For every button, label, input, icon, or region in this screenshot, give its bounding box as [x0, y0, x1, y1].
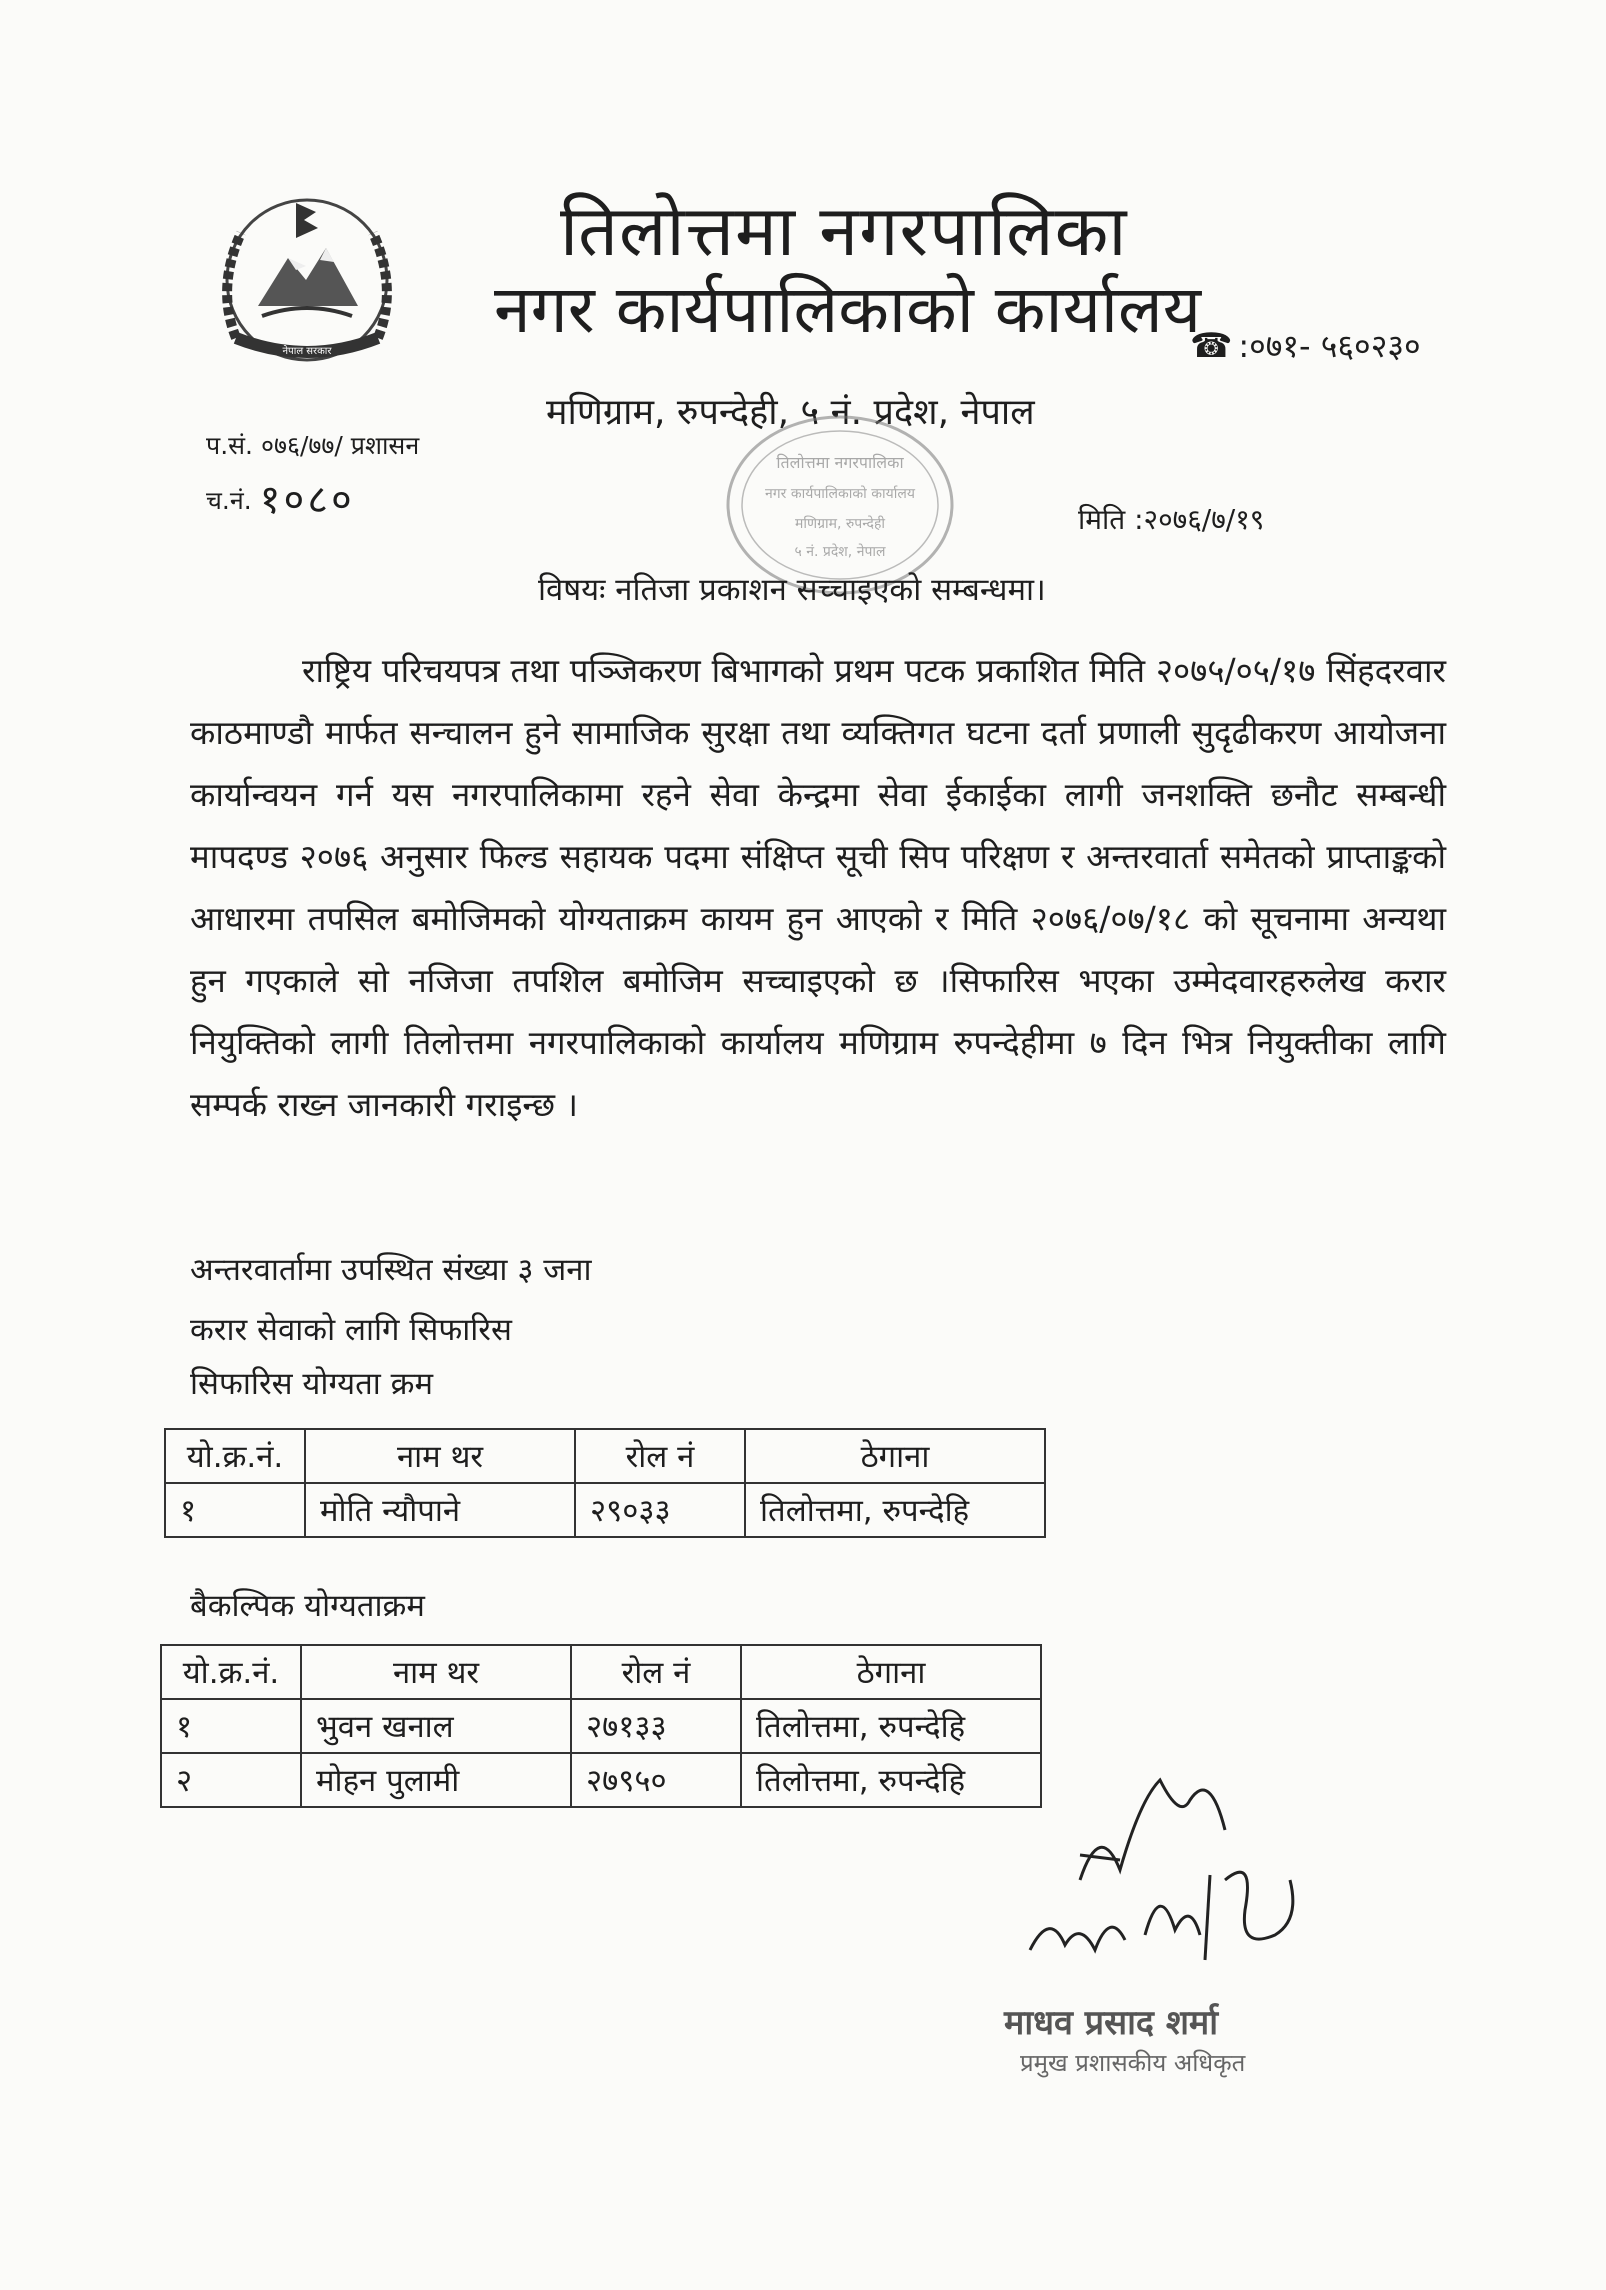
- table-cell: तिलोत्तमा, रुपन्देहि: [745, 1483, 1045, 1537]
- dispatch-number: [206, 470, 355, 525]
- letter-date: मिति :२०७६/७/१९: [1078, 503, 1265, 536]
- nepal-emblem-icon: [196, 188, 418, 368]
- table-cell: १: [165, 1483, 305, 1537]
- municipality-name: तिलोत्तमा नगरपालिका: [560, 190, 1128, 272]
- table-cell: मोति न्यौपाने: [305, 1483, 575, 1537]
- letter-body: राष्ट्रिय परिचयपत्र तथा पञ्जिकरण बिभागको प्रथम पटक प्रकाशित मिति २०७५/०५/१७ सिंहदरवार काठमाण्डौ मार्फत सन्चालन हुने सामाजिक सुरक्षा तथा व्यक्तिगत घटना दर्ता प्रणाली सुदृढीकरण आयोजना कार्यान्वयन गर्न यस नगरपालिकामा रहने सेवा केन्द्रमा सेवा ईकाईका लागी जनशक्ति छनौट सम्बन्धी मापदण्ड २०७६ अनुसार फिल्ड सहायक पदमा संक्षिप्त सूची सिप परिक्षण र अन्तरवार्ता समेतको प्राप्ताङ्कको आधारमा तपसिल बमोजिमको योग्यताक्रम कायम हुन आएको र मिति २०७६/०७/१८ को सूचनामा अन्यथा हुन गएकाले सो नजिजा तपशिल बमोजिम सच्चाइएको छ ।सिफारिस भएका उम्मेदवारहरुलेख करार नियुक्तिको लागी तिलोत्तमा नगरपालिकाको कार्यालय मणिग्राम रुपन्देहीमा ७ दिन भित्र नियुक्तीका लागि सम्पर्क राख्न जानकारी गराइन्छ ।: [190, 651, 1446, 1124]
- column-header: रोल नं: [571, 1645, 741, 1699]
- stamp-line: ५ नं. प्रदेश, नेपाल: [794, 544, 886, 560]
- office-phone: [1190, 324, 1421, 367]
- emblem-motto: नेपाल सरकार: [282, 346, 332, 357]
- phone-number: :०७१- ५६०२३०: [1238, 327, 1421, 365]
- table-cell: २७९५०: [571, 1753, 741, 1807]
- table-cell: २७१३३: [571, 1699, 741, 1753]
- table-cell: २९०३३: [575, 1483, 745, 1537]
- stamp-line: तिलोत्तमा नगरपालिका: [776, 453, 904, 472]
- primary-list-heading: सिफारिस योग्यता क्रम: [190, 1366, 434, 1402]
- signatory-name: माधव प्रसाद शर्मा: [1004, 2003, 1219, 2043]
- office-address: मणिग्राम, रुपन्देही, ५ नं. प्रदेश, नेपाल: [546, 392, 1035, 433]
- table-header-row: [161, 1645, 1041, 1699]
- table-cell: तिलोत्तमा, रुपन्देहि: [741, 1753, 1041, 1807]
- table-cell: मोहन पुलामी: [301, 1753, 571, 1807]
- table-cell: भुवन खनाल: [301, 1699, 571, 1753]
- table-cell: तिलोत्तमा, रुपन्देहि: [741, 1699, 1041, 1753]
- stamp-line: मणिग्राम, रुपन्देही: [794, 516, 886, 532]
- column-header: नाम थर: [305, 1429, 575, 1483]
- reference-number: प.सं. ०७६/७७/ प्रशासन: [206, 431, 420, 460]
- column-header: ठेगाना: [741, 1645, 1041, 1699]
- dispatch-value: १०८०: [259, 477, 355, 523]
- table-row: [161, 1753, 1041, 1807]
- primary-table: [164, 1428, 1046, 1538]
- table-cell: १: [161, 1699, 301, 1753]
- table-row: [165, 1483, 1045, 1537]
- recommendation-note: करार सेवाको लागि सिफारिस: [190, 1312, 512, 1348]
- stamp-line: नगर कार्यपालिकाको कार्यालय: [765, 486, 915, 502]
- office-name: नगर कार्यपालिकाको कार्यालय: [494, 271, 1201, 348]
- table-header-row: [165, 1429, 1045, 1483]
- table-cell: २: [161, 1753, 301, 1807]
- dispatch-label: च.नं.: [206, 486, 252, 515]
- column-header: नाम थर: [301, 1645, 571, 1699]
- signatory-title: प्रमुख प्रशासकीय अधिकृत: [1020, 2049, 1246, 2077]
- attendance-count: अन्तरवार्तामा उपस्थित संख्या ३ जना: [190, 1252, 592, 1288]
- alternate-table: [160, 1644, 1042, 1808]
- letter-subject: विषयः नतिजा प्रकाशन सच्चाइएको सम्बन्धमा।: [538, 572, 1046, 608]
- alternate-list-heading: बैकल्पिक योग्यताक्रम: [190, 1588, 425, 1624]
- telephone-icon: ☎: [1190, 326, 1233, 366]
- column-header: रोल नं: [575, 1429, 745, 1483]
- column-header: ठेगाना: [745, 1429, 1045, 1483]
- column-header: यो.क्र.नं.: [165, 1429, 305, 1483]
- handwritten-signature: [1010, 1760, 1310, 1980]
- column-header: यो.क्र.नं.: [161, 1645, 301, 1699]
- table-row: [161, 1699, 1041, 1753]
